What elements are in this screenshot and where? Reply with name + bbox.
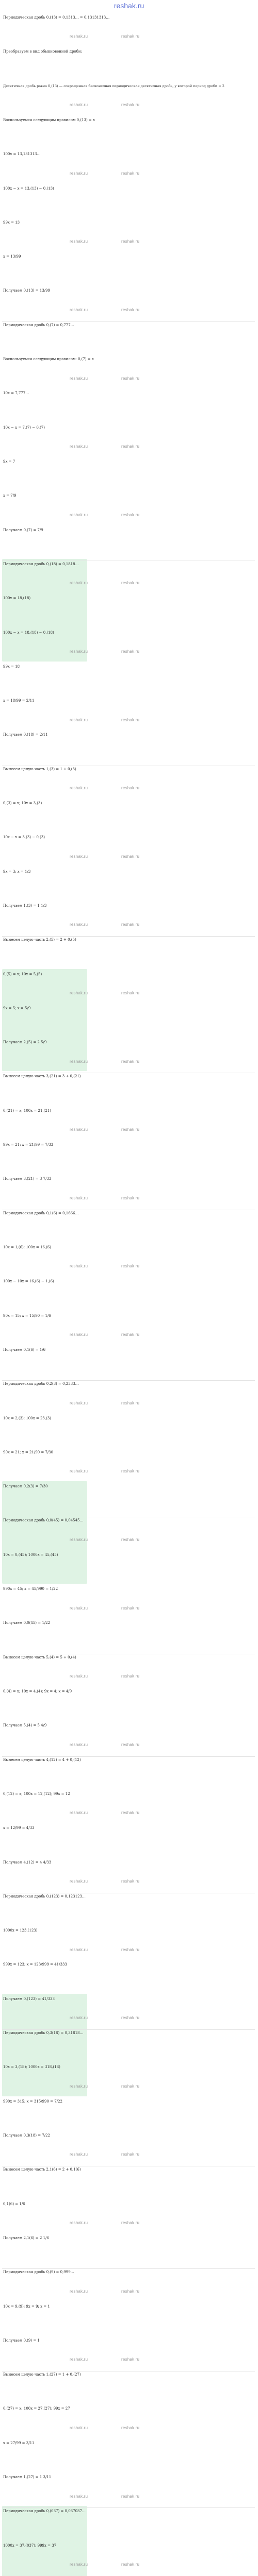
solution-line: 90x = 21; x = 21/90 = 7/30 bbox=[3, 1450, 54, 1454]
solution-line: 0,(21) = x; 100x = 21,(21) bbox=[3, 1108, 52, 1113]
watermark-text: reshak.ru bbox=[121, 2015, 140, 2021]
watermark-text: reshak.ru bbox=[70, 1742, 88, 1747]
solution-line: Получаем 0,1(6) = 1/6 bbox=[3, 1347, 46, 1352]
site-brand[interactable]: reshak.ru bbox=[114, 2, 144, 10]
watermark-text: reshak.ru bbox=[121, 1400, 140, 1405]
solution-line: Получаем 3,(21) = 3 7/33 bbox=[3, 1177, 52, 1181]
solution-line: 0,1(6) = 1/6 bbox=[3, 2201, 25, 2206]
solution-line: Периодическая дробь 0,2(3) = 0,2333… bbox=[3, 1382, 79, 1386]
watermark-text: reshak.ru bbox=[70, 376, 88, 381]
watermark-text: reshak.ru bbox=[70, 1605, 88, 1611]
solution-line: Вынесем целую часть 1,(27) = 1 + 0,(27) bbox=[3, 2372, 81, 2377]
watermark-text: reshak.ru bbox=[121, 1810, 140, 1816]
solution-line: Вынесем целую часть 3,(21) = 3 + 0,(21) bbox=[3, 1074, 81, 1079]
watermark-text: reshak.ru bbox=[121, 1195, 140, 1200]
watermark-text: reshak.ru bbox=[121, 2221, 140, 2226]
solution-line: Получаем 2,1(6) = 2 1/6 bbox=[3, 2235, 49, 2240]
watermark-text: reshak.ru bbox=[121, 171, 140, 176]
solution-line: 0,(3) = x; 10x = 3,(3) bbox=[3, 801, 42, 806]
watermark-text: reshak.ru bbox=[121, 1947, 140, 1952]
solution-line: 100x − 10x = 16,(6) − 1,(6) bbox=[3, 1279, 54, 1284]
watermark-text: reshak.ru bbox=[121, 1127, 140, 1132]
solution-line: 100x = 18,(18) bbox=[3, 596, 31, 601]
watermark-text: reshak.ru bbox=[70, 854, 88, 859]
watermark-text: reshak.ru bbox=[121, 512, 140, 517]
solution-line: 100x − x = 18,(18) − 0,(18) bbox=[3, 630, 54, 635]
watermark-text: reshak.ru bbox=[121, 717, 140, 722]
solution-line: Вынесем целую часть 5,(4) = 5 + 0,(4) bbox=[3, 1655, 76, 1659]
solution-line: Периодическая дробь 0,(9) = 0,999… bbox=[3, 2270, 74, 2275]
watermark-text: reshak.ru bbox=[70, 1400, 88, 1405]
solution-line: x = 18/99 = 2/11 bbox=[3, 699, 35, 703]
solution-line: Получаем 0,(13) = 13/99 bbox=[3, 289, 51, 293]
watermark-text: reshak.ru bbox=[121, 1674, 140, 1679]
solution-line: 99x = 21; x = 21/99 = 7/33 bbox=[3, 1143, 54, 1147]
watermark-text: reshak.ru bbox=[121, 239, 140, 244]
watermark-text: reshak.ru bbox=[70, 1332, 88, 1337]
watermark-text: reshak.ru bbox=[70, 103, 88, 108]
solution-line: 100x = 13,131313… bbox=[3, 152, 41, 157]
solution-line: 10x = 3,(18); 1000x = 318,(18) bbox=[3, 2065, 60, 2070]
watermark-text: reshak.ru bbox=[121, 2152, 140, 2157]
solution-line: Получаем 0,0(45) = 1/22 bbox=[3, 1621, 51, 1625]
solution-line: Периодическая дробь 0,3(18) = 0,31818… bbox=[3, 2031, 84, 2036]
watermark-text: reshak.ru bbox=[121, 854, 140, 859]
solution-line: 10x − x = 3,(3) − 0,(3) bbox=[3, 835, 45, 840]
watermark-text: reshak.ru bbox=[121, 103, 140, 108]
solution-line: 9x = 5; x = 5/9 bbox=[3, 1006, 31, 1010]
section-divider bbox=[2, 2029, 255, 2030]
watermark-text: reshak.ru bbox=[121, 922, 140, 927]
solution-line: 99x = 18 bbox=[3, 664, 20, 669]
solution-line: 9x = 7 bbox=[3, 459, 15, 464]
solution-line: Периодическая дробь 0,(13) = 0,1313… = 0,13131313… bbox=[3, 15, 110, 20]
solution-line: Периодическая дробь 0,1(6) = 0,1666… bbox=[3, 1211, 79, 1215]
watermark-text: reshak.ru bbox=[121, 1264, 140, 1269]
solution-line: x = 12/99 = 4/33 bbox=[3, 1826, 35, 1831]
solution-line: 1000x = 37,(037); 999x = 37 bbox=[3, 2543, 57, 2548]
section-divider bbox=[2, 1756, 255, 1757]
watermark-text: reshak.ru bbox=[70, 2289, 88, 2294]
solution-line: Вынесем целую часть 2,(5) = 2 + 0,(5) bbox=[3, 938, 76, 942]
solution-line: 990x = 315; x = 315/990 = 7/22 bbox=[3, 2099, 62, 2104]
solution-line: Получаем 5,(4) = 5 4/9 bbox=[3, 1723, 47, 1728]
solution-line: Получаем 0,2(3) = 7/30 bbox=[3, 1484, 48, 1489]
section-divider bbox=[2, 2507, 255, 2508]
watermark-text: reshak.ru bbox=[70, 171, 88, 176]
watermark-text: reshak.ru bbox=[70, 2494, 88, 2499]
solution-line: Вынесем целую часть 4,(12) = 4 + 0,(12) bbox=[3, 1757, 81, 1762]
watermark-text: reshak.ru bbox=[121, 2083, 140, 2089]
solution-line: 10x = 9,(9); 9x = 9; x = 1 bbox=[3, 2304, 50, 2309]
solution-line: Получаем 0,(123) = 41/333 bbox=[3, 1996, 55, 2001]
section-divider bbox=[2, 321, 255, 322]
watermark-text: reshak.ru bbox=[70, 239, 88, 244]
watermark-text: reshak.ru bbox=[70, 922, 88, 927]
solution-line: 0,(4) = x; 10x = 4,(4); 9x = 4; x = 4/9 bbox=[3, 1689, 72, 1693]
solution-line: 0,(12) = x; 100x = 12,(12); 99x = 12 bbox=[3, 1791, 70, 1796]
solution-line: 10x = 7,777… bbox=[3, 391, 29, 396]
solution-line: 10x − x = 7,(7) − 0,(7) bbox=[3, 425, 45, 430]
watermark-text: reshak.ru bbox=[70, 786, 88, 791]
watermark-text: reshak.ru bbox=[121, 1332, 140, 1337]
solution-line: Воспользуемся следующим правилом 0,(13) = x bbox=[3, 117, 95, 122]
watermark-text: reshak.ru bbox=[70, 1264, 88, 1269]
solution-line: x = 13/99 bbox=[3, 255, 21, 259]
watermark-text: reshak.ru bbox=[70, 2562, 88, 2567]
solution-line: 990x = 45; x = 45/990 = 1/22 bbox=[3, 1587, 58, 1591]
watermark-text: reshak.ru bbox=[70, 2083, 88, 2089]
solution-line: 9x = 3; x = 1/3 bbox=[3, 869, 31, 874]
watermark-text: reshak.ru bbox=[121, 786, 140, 791]
solution-line: x = 7/9 bbox=[3, 494, 17, 498]
watermark-text: reshak.ru bbox=[121, 581, 140, 586]
solution-line: Получаем 0,3(18) = 7/22 bbox=[3, 2133, 51, 2138]
solution-line: Воспользуемся следующим правилом: 0,(7) = x bbox=[3, 357, 94, 362]
solution-line: Периодическая дробь 0,(123) = 0,123123… bbox=[3, 1894, 86, 1899]
watermark-text: reshak.ru bbox=[121, 1605, 140, 1611]
watermark-text: reshak.ru bbox=[70, 1947, 88, 1952]
solution-line: Вынесем целую часть 1,(3) = 1 + 0,(3) bbox=[3, 767, 76, 771]
solution-line: Вынесем целую часть 2,1(6) = 2 + 0,1(6) bbox=[3, 2167, 81, 2172]
watermark-text: reshak.ru bbox=[121, 307, 140, 312]
watermark-text: reshak.ru bbox=[70, 2015, 88, 2021]
solution-line: 10x = 0,(45); 1000x = 45,(45) bbox=[3, 1552, 58, 1557]
watermark-text: reshak.ru bbox=[70, 649, 88, 654]
watermark-text: reshak.ru bbox=[70, 2221, 88, 2226]
solution-line: Преобразуем в вид обыкновенной дроби: bbox=[3, 49, 82, 54]
solution-line: x = 27/99 = 3/11 bbox=[3, 2441, 35, 2445]
solution-line: Получаем 0,(9) = 1 bbox=[3, 2338, 40, 2343]
solution-line: Периодическая дробь 0,0(45) = 0,04545… bbox=[3, 1518, 84, 1523]
solution-line: Получаем 4,(12) = 4 4/33 bbox=[3, 1860, 52, 1865]
solution-line: 100x − x = 13,(13) − 0,(13) bbox=[3, 186, 54, 191]
site-header bbox=[0, 0, 258, 11]
watermark-text: reshak.ru bbox=[121, 2562, 140, 2567]
watermark-text: reshak.ru bbox=[70, 1127, 88, 1132]
watermark-text: reshak.ru bbox=[70, 2357, 88, 2362]
watermark-text: reshak.ru bbox=[70, 581, 88, 586]
watermark-text: reshak.ru bbox=[121, 991, 140, 996]
solution-line: 999x = 123; x = 123/999 = 41/333 bbox=[3, 1962, 67, 1967]
solution-line: 99x = 13 bbox=[3, 220, 20, 225]
watermark-text: reshak.ru bbox=[70, 34, 88, 39]
solution-line: 0,(5) = x; 10x = 5,(5) bbox=[3, 972, 42, 976]
solution-line: Периодическая дробь 0,(18) = 0,1818… bbox=[3, 562, 79, 566]
watermark-text: reshak.ru bbox=[121, 649, 140, 654]
solution-line: 90x = 15; x = 15/90 = 1/6 bbox=[3, 1313, 51, 1318]
section-divider bbox=[2, 1380, 255, 1381]
watermark-text: reshak.ru bbox=[70, 1195, 88, 1200]
watermark-text: reshak.ru bbox=[121, 444, 140, 449]
solution-line: Периодическая дробь 0,(037) = 0,037037… bbox=[3, 2509, 86, 2514]
solution-line: Получаем 0,(7) = 7/9 bbox=[3, 528, 43, 532]
watermark-text: reshak.ru bbox=[121, 2494, 140, 2499]
highlighted-answer-block bbox=[2, 1481, 87, 1584]
solution-line: 10x = 2,(3); 100x = 23,(3) bbox=[3, 1416, 52, 1420]
watermark-text: reshak.ru bbox=[121, 34, 140, 39]
watermark-text: reshak.ru bbox=[121, 2425, 140, 2430]
solution-line: 1000x = 123,(123) bbox=[3, 1928, 38, 1933]
watermark-text: reshak.ru bbox=[70, 307, 88, 312]
watermark-text: reshak.ru bbox=[121, 2289, 140, 2294]
highlighted-answer-block bbox=[2, 1994, 87, 2096]
watermark-text: reshak.ru bbox=[70, 1537, 88, 1542]
watermark-text: reshak.ru bbox=[70, 1879, 88, 1884]
watermark-text: reshak.ru bbox=[121, 1742, 140, 1747]
watermark-text: reshak.ru bbox=[70, 1059, 88, 1064]
solution-line: Получаем 0,(18) = 2/11 bbox=[3, 733, 48, 737]
solution-line: 0,(27) = x; 100x = 27,(27); 99x = 27 bbox=[3, 2406, 70, 2411]
highlighted-answer-block bbox=[2, 559, 87, 662]
watermark-text: reshak.ru bbox=[121, 2357, 140, 2362]
watermark-text: reshak.ru bbox=[121, 1059, 140, 1064]
watermark-text: reshak.ru bbox=[70, 1810, 88, 1816]
solution-line: 10x = 1,(6); 100x = 16,(6) bbox=[3, 1245, 52, 1250]
section-divider bbox=[2, 936, 255, 937]
highlighted-answer-block bbox=[2, 969, 87, 1072]
watermark-text: reshak.ru bbox=[70, 717, 88, 722]
watermark-text: reshak.ru bbox=[70, 1674, 88, 1679]
watermark-text: reshak.ru bbox=[70, 991, 88, 996]
watermark-text: reshak.ru bbox=[70, 2152, 88, 2157]
solution-line: Получаем 1,(27) = 1 3/11 bbox=[3, 2475, 52, 2480]
watermark-text: reshak.ru bbox=[121, 1537, 140, 1542]
section-divider bbox=[2, 2268, 255, 2269]
watermark-text: reshak.ru bbox=[121, 1879, 140, 1884]
solution-line: Десятичная дробь равна 0,(13) — сокращенная бесконечная периодическая десятичная дробь, у которой период дроби = 2 bbox=[3, 83, 224, 88]
watermark-text: reshak.ru bbox=[121, 1469, 140, 1474]
solution-line: Получаем 1,(3) = 1 1/3 bbox=[3, 903, 47, 908]
watermark-text: reshak.ru bbox=[121, 376, 140, 381]
watermark-text: reshak.ru bbox=[70, 2425, 88, 2430]
watermark-text: reshak.ru bbox=[70, 512, 88, 517]
solution-line: Получаем 2,(5) = 2 5/9 bbox=[3, 1040, 47, 1045]
watermark-text: reshak.ru bbox=[70, 1469, 88, 1474]
watermark-text: reshak.ru bbox=[70, 444, 88, 449]
solution-line: Периодическая дробь 0,(7) = 0,777… bbox=[3, 323, 74, 327]
